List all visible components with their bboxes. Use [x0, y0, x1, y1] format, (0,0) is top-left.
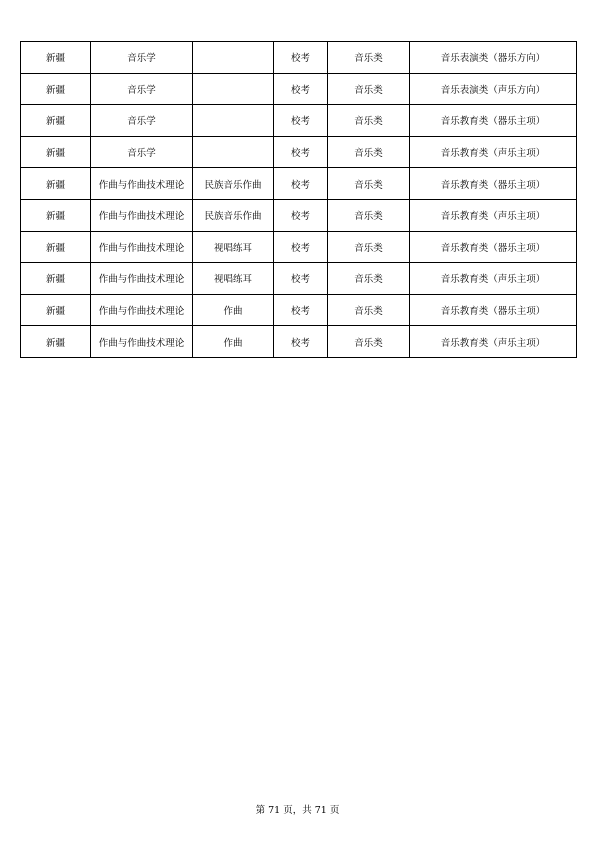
category-cell: 音乐类 — [328, 231, 410, 263]
category-cell: 音乐类 — [328, 105, 410, 137]
category-cell: 音乐类 — [328, 326, 410, 358]
category-cell: 音乐类 — [328, 136, 410, 168]
major-cell: 音乐学 — [91, 73, 193, 105]
table-row — [21, 326, 577, 358]
subcategory-cell: 音乐教育类（器乐主项） — [410, 168, 577, 200]
category-cell: 音乐类 — [328, 294, 410, 326]
major-cell: 音乐学 — [91, 42, 193, 74]
exam-type-cell: 校考 — [274, 136, 328, 168]
direction-cell: 作曲 — [193, 294, 274, 326]
direction-cell: 视唱练耳 — [193, 231, 274, 263]
region-cell: 新疆 — [21, 326, 91, 358]
table-row — [21, 263, 577, 295]
table-row — [21, 294, 577, 326]
direction-cell — [193, 73, 274, 105]
exam-type-cell: 校考 — [274, 326, 328, 358]
exam-type-cell: 校考 — [274, 73, 328, 105]
major-cell: 作曲与作曲技术理论 — [91, 231, 193, 263]
table-row — [21, 73, 577, 105]
category-cell: 音乐类 — [328, 42, 410, 74]
major-cell: 作曲与作曲技术理论 — [91, 168, 193, 200]
table-body — [21, 42, 577, 358]
subcategory-cell: 音乐教育类（器乐主项） — [410, 105, 577, 137]
subcategory-cell: 音乐教育类（器乐主项） — [410, 294, 577, 326]
exam-type-cell: 校考 — [274, 105, 328, 137]
major-cell: 作曲与作曲技术理论 — [91, 326, 193, 358]
major-cell: 作曲与作曲技术理论 — [91, 199, 193, 231]
region-cell: 新疆 — [21, 263, 91, 295]
exam-type-cell: 校考 — [274, 199, 328, 231]
direction-cell — [193, 105, 274, 137]
table-row — [21, 199, 577, 231]
subcategory-cell: 音乐教育类（器乐主项） — [410, 231, 577, 263]
region-cell: 新疆 — [21, 105, 91, 137]
category-cell: 音乐类 — [328, 168, 410, 200]
exam-type-cell: 校考 — [274, 294, 328, 326]
direction-cell: 作曲 — [193, 326, 274, 358]
region-cell: 新疆 — [21, 42, 91, 74]
table-row — [21, 231, 577, 263]
major-cell: 作曲与作曲技术理论 — [91, 263, 193, 295]
table-row — [21, 42, 577, 74]
region-cell: 新疆 — [21, 168, 91, 200]
subcategory-cell: 音乐表演类（器乐方向） — [410, 42, 577, 74]
exam-type-cell: 校考 — [274, 231, 328, 263]
subcategory-cell: 音乐教育类（声乐主项） — [410, 136, 577, 168]
exam-type-cell: 校考 — [274, 42, 328, 74]
table-row — [21, 105, 577, 137]
region-cell: 新疆 — [21, 199, 91, 231]
subcategory-cell: 音乐教育类（声乐主项） — [410, 326, 577, 358]
region-cell: 新疆 — [21, 73, 91, 105]
direction-cell: 民族音乐作曲 — [193, 168, 274, 200]
page-number: 第 71 页，共 71 页 — [255, 805, 340, 816]
table-row — [21, 136, 577, 168]
major-cell: 音乐学 — [91, 105, 193, 137]
table-row — [21, 168, 577, 200]
region-cell: 新疆 — [21, 231, 91, 263]
region-cell: 新疆 — [21, 136, 91, 168]
subcategory-cell: 音乐教育类（声乐主项） — [410, 263, 577, 295]
subcategory-cell: 音乐教育类（声乐主项） — [410, 199, 577, 231]
admissions-table — [20, 41, 577, 358]
direction-cell — [193, 136, 274, 168]
region-cell: 新疆 — [21, 294, 91, 326]
direction-cell — [193, 42, 274, 74]
subcategory-cell: 音乐表演类（声乐方向） — [410, 73, 577, 105]
category-cell: 音乐类 — [328, 199, 410, 231]
category-cell: 音乐类 — [328, 73, 410, 105]
direction-cell: 视唱练耳 — [193, 263, 274, 295]
major-cell: 作曲与作曲技术理论 — [91, 294, 193, 326]
exam-type-cell: 校考 — [274, 263, 328, 295]
exam-type-cell: 校考 — [274, 168, 328, 200]
major-cell: 音乐学 — [91, 136, 193, 168]
direction-cell: 民族音乐作曲 — [193, 199, 274, 231]
category-cell: 音乐类 — [328, 263, 410, 295]
